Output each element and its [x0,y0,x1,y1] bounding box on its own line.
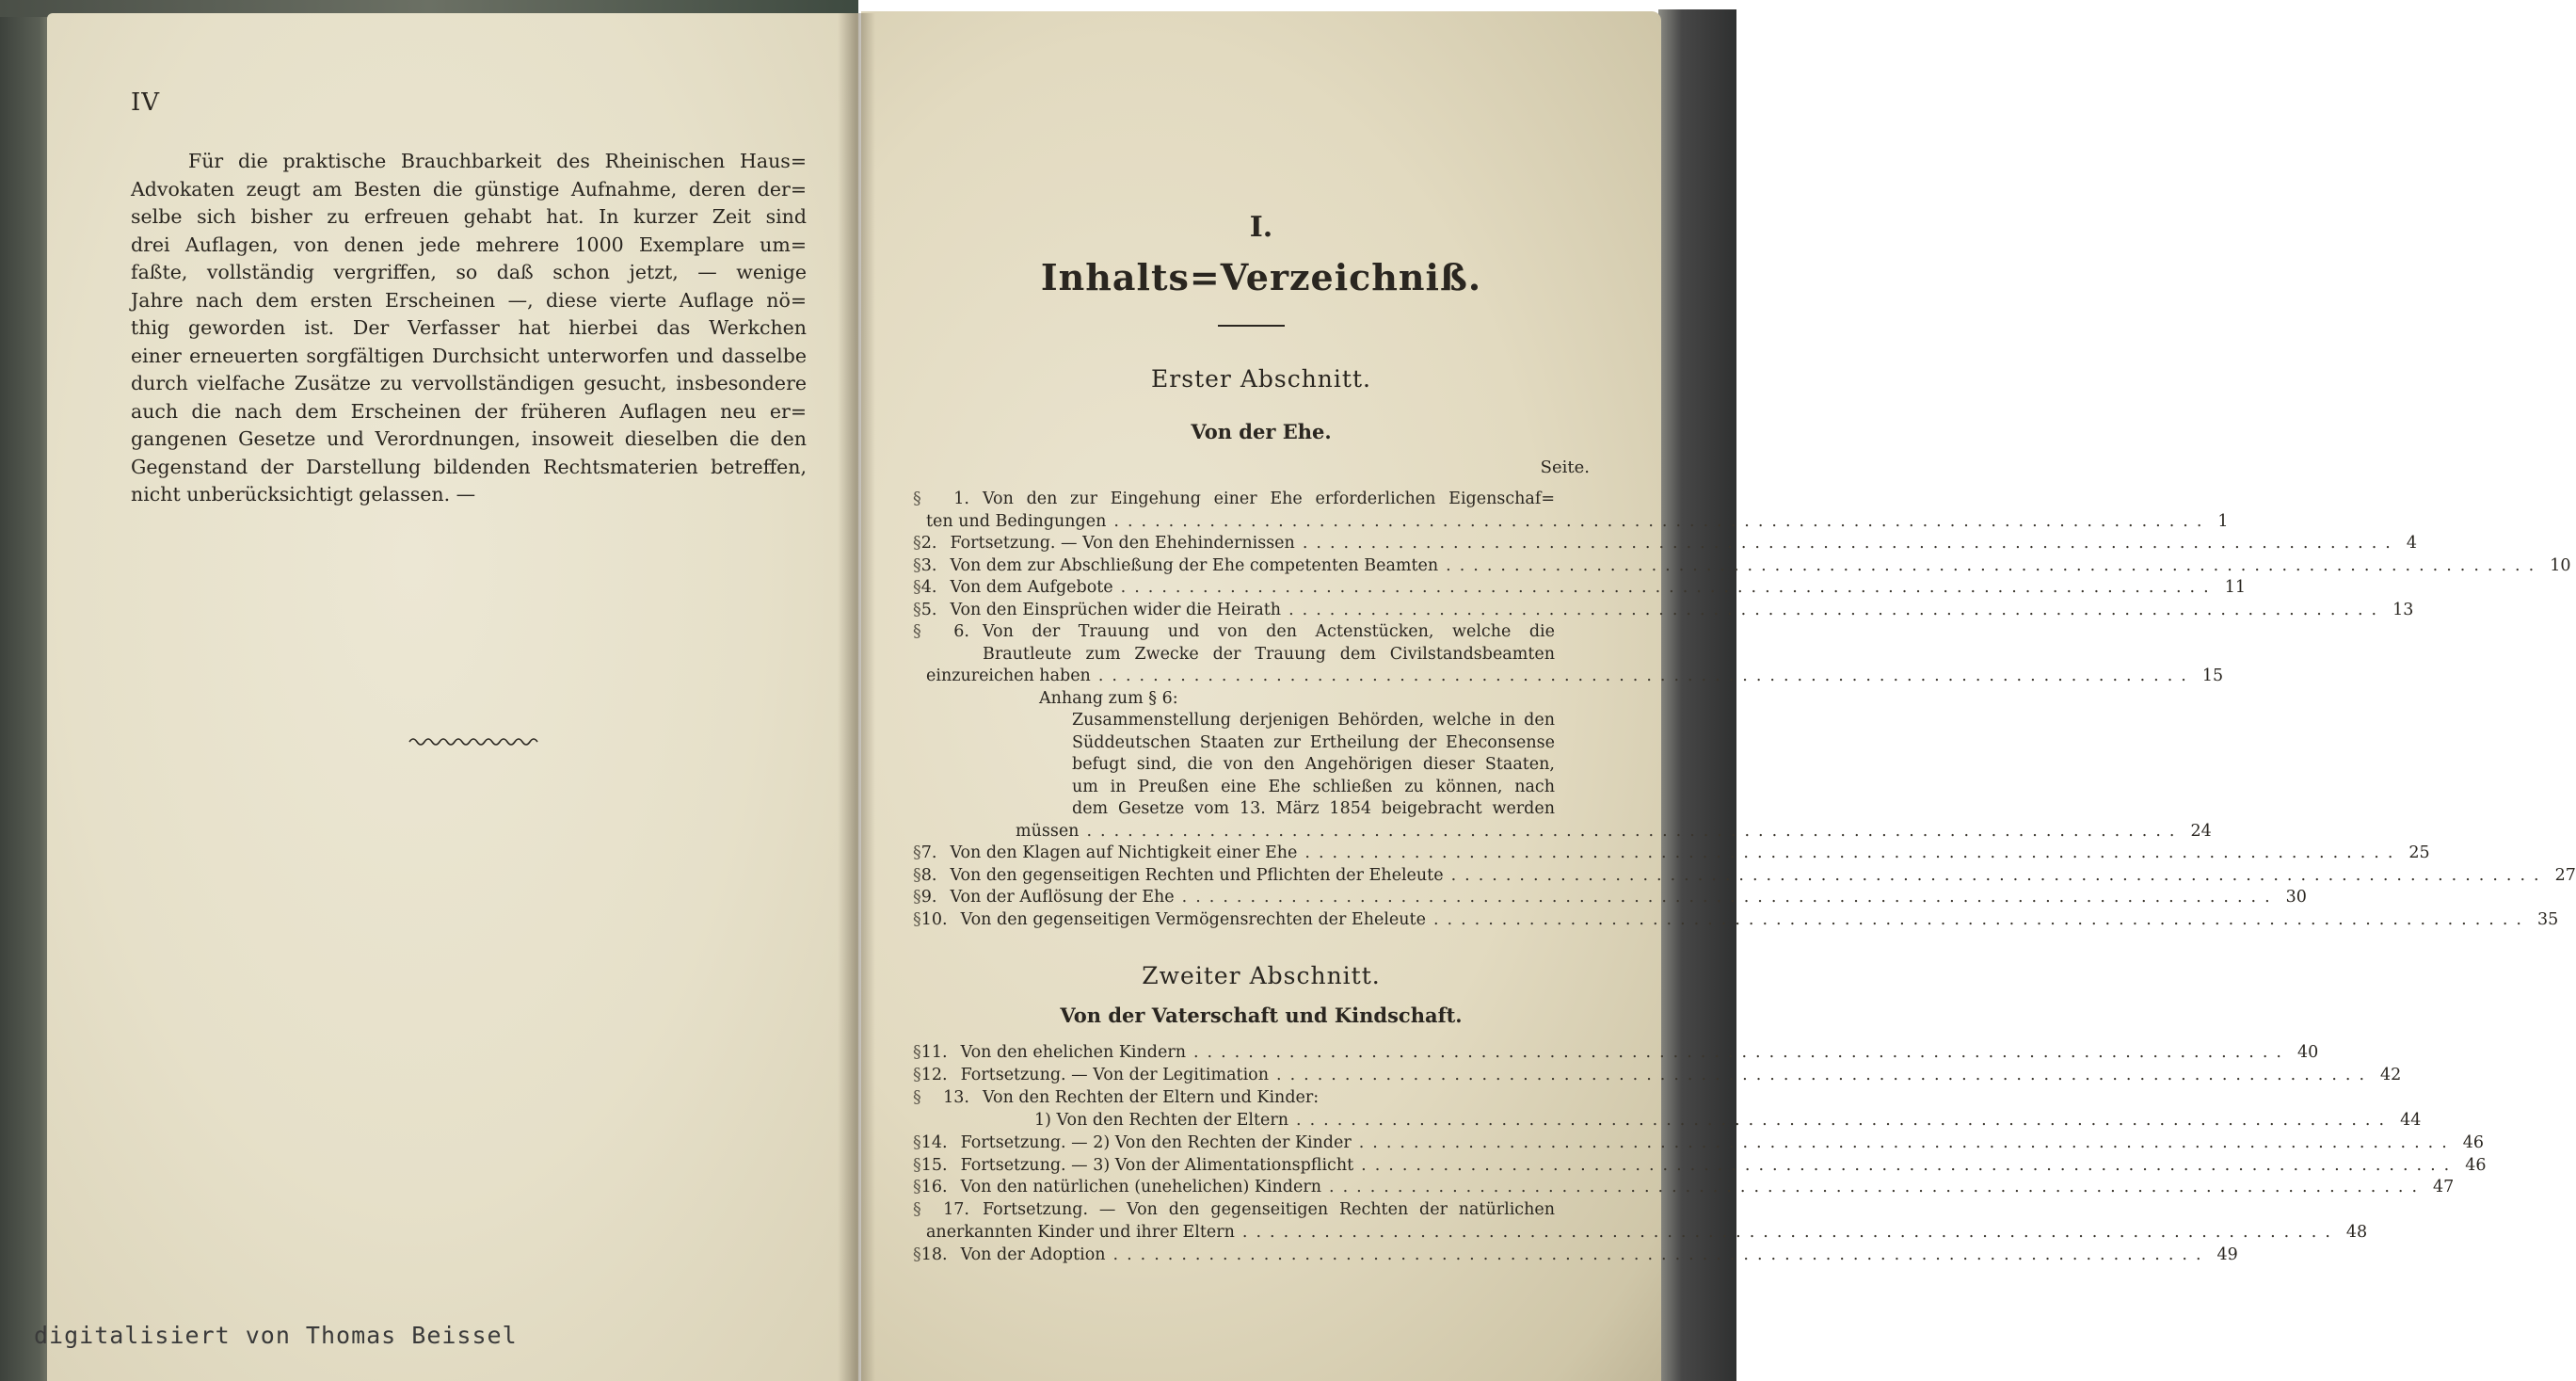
page-reference: 13 [2392,600,2414,619]
toc-entry [913,555,2571,577]
entry-title: Brautleute zum Zwecke der Trauung dem Civilstandsbeamten [983,644,1555,664]
paragraph-line: gangenen Gesetze und Verordnungen, insoweit dieselben die den [131,427,807,450]
page-reference: 11 [2224,578,2246,597]
page-reference: 10 [2550,555,2571,575]
section-sign: § [913,1200,921,1220]
section-sign: § [913,1087,921,1107]
part-number: I. [1249,211,1273,244]
page-reference: 25 [2408,843,2430,862]
paragraph-line: auch die nach dem Erscheinen der früheren Auflagen neu er= [131,399,807,423]
entry-title: Von dem zur Abschließung der Ehe competenten Beamten [950,555,1439,575]
section-sign: § [913,1155,921,1175]
section-sign: § [913,1132,921,1152]
toc-entry [913,887,2307,908]
section-sign: § [913,578,921,597]
page-reference: 1 [2217,511,2229,531]
section-subheading-2: Von der Vaterschaft und Kindschaft. [1060,1004,1463,1027]
entry-title: Süddeutschen Staaten zur Ertheilung der Eheconsense [1072,732,1555,752]
section-number: 14. [920,1132,948,1152]
section-number: 17. [943,1200,969,1220]
dot-leader: ................................................................................ [1450,865,2548,885]
section-number: 4. [920,578,937,597]
section-sign: § [913,1065,921,1084]
section-sign: § [913,1245,921,1265]
section-sign: § [913,490,921,508]
toc-entry [913,1222,2368,1244]
toc-entry [913,511,2229,533]
page-reference: 4 [2406,534,2417,553]
entry-title: Fortsetzung. — Von den Ehehindernissen [950,534,1295,553]
entry-title: Von der Adoption [960,1245,1106,1265]
paragraph-line: Für die praktische Brauchbarkeit des Rheinischen Haus= [188,150,807,172]
dot-leader: ................................................................................ [1288,600,2386,619]
page-reference: 15 [2201,666,2224,685]
toc-entry [913,821,2212,843]
page-reference: 48 [2345,1223,2368,1243]
paragraph-line: durch vielfache Zusätze zu vervollständigen gesucht, insbesondere [131,372,807,394]
entry-title: ten und Bedingungen [926,511,1107,531]
toc-entry [913,732,1591,754]
toc-entry [913,489,1591,510]
entry-title: Von dem Aufgebote [950,578,1113,597]
entry-title: Von den gegenseitigen Rechten und Pflichten der Eheleute [950,865,1444,885]
paragraph-line: nicht unberücksichtigt gelassen. — [131,483,476,506]
entry-title: einzureichen haben [926,666,1091,685]
paragraph-line: faßte, vollständig vergriffen, so daß schon jetzt, — wenige [131,261,807,283]
page-reference: 42 [2380,1065,2402,1084]
toc-entry [913,644,1591,666]
section-number: 7. [920,843,937,862]
dot-leader: ................................................................................ [1446,555,2543,575]
dot-leader: ................................................................................ [1276,1065,2374,1084]
section-number: 8. [920,865,937,885]
page-column-label: Seite. [1540,458,1590,477]
section-subheading-1: Von der Ehe. [1191,420,1332,443]
toc-entry [913,798,1591,820]
dot-leader: ................................................................................ [1192,1043,2290,1062]
section-sign: § [913,555,921,575]
paragraph-line: selbe sich bisher zu erfreuen gehabt hat. In kurzer Zeit sind [131,205,807,228]
page-reference: 47 [2433,1178,2455,1197]
entry-title: Von den Klagen auf Nichtigkeit einer Ehe [950,843,1298,862]
toc-entry [913,533,2417,554]
toc-entry [913,621,1591,643]
dot-leader: ................................................................................ [1086,821,2184,841]
toc-entry [913,843,2430,864]
section-number: 16. [920,1178,948,1197]
page-reference: 35 [2536,909,2559,929]
page-number: IV [131,88,161,117]
entry-title: Anhang zum § 6: [1039,688,1178,708]
dot-leader: ................................................................................ [1361,1155,2458,1175]
dot-leader: ................................................................................ [1432,909,2530,929]
paragraph-line: Gegenstand der Darstellung bildenden Rechtsmaterien betreffen, [131,455,807,478]
toc-entry [913,1087,1591,1109]
dot-leader: ................................................................................ [1181,888,2279,907]
section-sign: § [913,843,921,862]
section-number: 2. [920,534,937,553]
entry-title: dem Gesetze vom 13. März 1854 beigebracht werden [1072,799,1555,818]
toc-entry [913,1132,2485,1154]
entry-title: Fortsetzung. — 3) Von der Alimentationspflicht [960,1155,1354,1175]
page-reference: 27 [2554,865,2576,885]
toc-entry [913,1065,2402,1086]
section-number: 9. [920,888,937,907]
page-reference: 46 [2462,1132,2485,1152]
paragraph-line: thig geworden ist. Der Verfasser hat hierbei das Werkchen [131,316,807,339]
toc-entry [913,688,1591,710]
entry-title: Von den ehelichen Kindern [960,1043,1186,1062]
paragraph-line: Jahre nach dem ersten Erscheinen —, diese vierte Auflage nö= [131,288,807,312]
section-sign: § [913,622,921,641]
entry-title: Von der Trauung und von den Actenstücken, welche die [983,622,1555,641]
watermark: digitalisiert von Thomas Beissel [34,1322,518,1349]
page-reference: 44 [2400,1110,2422,1130]
section-number: 12. [920,1065,948,1084]
entry-title: Von den natürlichen (unehelichen) Kindern [960,1178,1321,1197]
toc-entry [913,865,2576,887]
toc-entry [913,909,2559,931]
toc-entry [913,1042,2319,1064]
entry-title: um in Preußen eine Ehe schließen zu können, nach [1072,777,1555,796]
entry-title: 1) Von den Rechten der Eltern [1034,1110,1289,1130]
entry-title: Fortsetzung. — 2) Von den Rechten der Kinder [960,1132,1352,1152]
section-sign: § [913,1043,921,1062]
dot-leader: ................................................................................ [1113,511,2211,531]
section-sign: § [913,534,921,553]
paragraph-line: drei Auflagen, von denen jede mehrere 1000 Exemplare um= [131,233,807,256]
dot-leader: ................................................................................ [1120,578,2217,597]
section-heading-2: Zweiter Abschnitt. [1142,962,1381,989]
section-heading-1: Erster Abschnitt. [1151,365,1371,393]
toc-entry [913,1199,1591,1221]
title-divider [1218,325,1285,327]
entry-title: Fortsetzung. — Von der Legitimation [960,1065,1269,1084]
dot-leader: ................................................................................ [1112,1245,2210,1265]
dot-leader: ................................................................................ [1097,666,2195,685]
entry-title: Von der Auflösung der Ehe [950,888,1175,907]
section-sign: § [913,865,921,885]
toc-entry [913,1245,2238,1266]
section-number: 3. [920,555,937,575]
toc-entry [913,577,2246,599]
section-number: 18. [920,1245,948,1265]
section-number: 13. [943,1087,969,1107]
dot-leader: ................................................................................ [1302,534,2399,553]
section-number: 1. [953,490,969,508]
section-sign: § [913,1178,921,1197]
section-number: 5. [920,600,937,619]
paragraph-line: einer erneuerten sorgfältigen Durchsicht unterworfen und dasselbe [131,344,807,367]
toc-entry [913,1155,2487,1177]
dot-leader: ................................................................................ [1304,843,2402,862]
section-sign: § [913,888,921,907]
dot-leader: ................................................................................ [1296,1110,2393,1130]
section-sign: § [913,909,921,929]
toc-title: Inhalts=Verzeichniß. [1040,256,1482,298]
page-reference: 30 [2285,888,2307,907]
entry-title: Von den gegenseitigen Vermögensrechten der Eheleute [960,909,1426,929]
entry-title: Fortsetzung. — Von den gegenseitigen Rechten der natürlichen [983,1200,1555,1220]
page-reference: 49 [2216,1245,2238,1265]
section-number: 11. [920,1043,948,1062]
section-sign: § [913,600,921,619]
paragraph-line: Advokaten zeugt am Besten die günstige Aufnahme, deren der= [131,177,807,201]
page-reference: 46 [2465,1155,2487,1175]
entry-title: anerkannten Kinder und ihrer Eltern [926,1223,1235,1243]
ornament-squiggle [409,734,543,749]
dot-leader: ................................................................................ [1329,1178,2426,1197]
entry-title: müssen [1016,821,1080,841]
page-reference: 24 [2190,821,2212,841]
page-reference: 40 [2297,1043,2319,1062]
toc-entry [913,1110,2422,1132]
entry-title: Zusammenstellung derjenigen Behörden, welche in den [1072,711,1555,730]
section-number: 10. [920,909,948,929]
toc-entry [913,710,1591,731]
toc-entry [913,600,2414,621]
entry-title: Von den zur Eingehung einer Ehe erforderlichen Eigenschaf= [983,490,1555,508]
entry-title: Von den Rechten der Eltern und Kinder: [983,1087,1320,1107]
section-number: 6. [953,622,969,641]
toc-entry [913,754,1591,776]
toc-entry [913,1177,2455,1198]
entry-title: Von den Einsprüchen wider die Heirath [950,600,1282,619]
dot-leader: ................................................................................ [1241,1223,2339,1243]
toc-entry [913,666,2224,687]
entry-title: befugt sind, die von den Angehörigen dieser Staaten, [1072,755,1555,774]
toc-entry [913,777,1591,798]
section-number: 15. [920,1155,948,1175]
dot-leader: ................................................................................ [1358,1132,2456,1152]
